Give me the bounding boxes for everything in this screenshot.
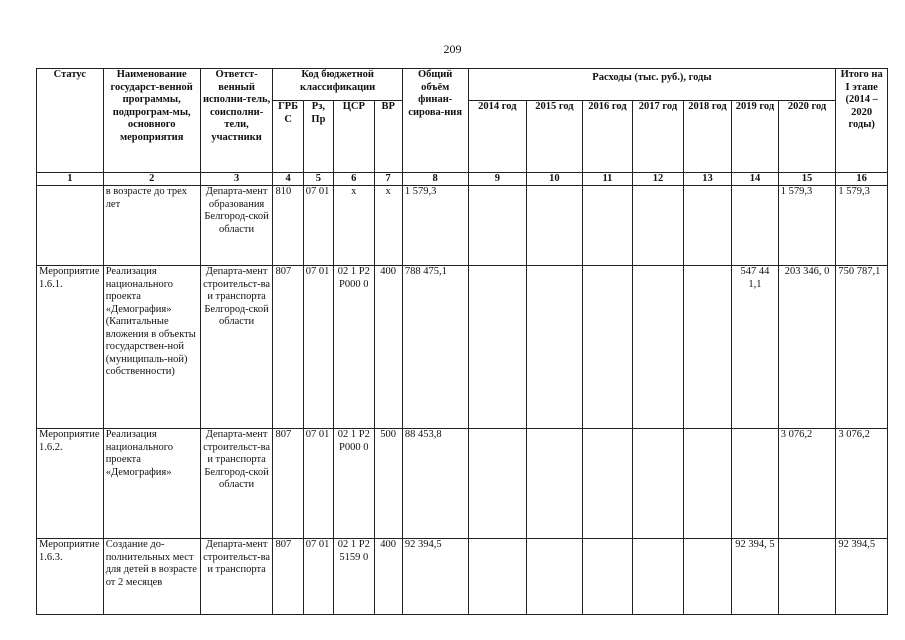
year-2016-cell — [582, 429, 633, 539]
program-cell: Реализация национального проекта «Демография» (Капитальные вложения в объекты государствен-ной (муниципаль-ной) собственности) — [103, 266, 200, 429]
header-status: Статус — [37, 69, 104, 173]
program-cell: в возрасте до трех лет — [103, 186, 200, 266]
header-program: Наименование государст-венной программы, подпрограм-мы, основного мероприятия — [103, 69, 200, 173]
header-grbs: ГРБ С — [273, 101, 303, 173]
grbs-cell: 807 — [273, 539, 303, 615]
status-cell: Мероприятие 1.6.3. — [37, 539, 104, 615]
year-2019-cell: 92 394, 5 — [732, 539, 778, 615]
header-year-2015: 2015 год — [527, 101, 583, 173]
year-2014-cell — [468, 429, 527, 539]
year-2018-cell — [683, 429, 732, 539]
grbs-cell: 807 — [273, 266, 303, 429]
year-2018-cell — [683, 186, 732, 266]
executor-cell: Департа-мент строительст-ва и транспорта Белгород-ской области — [200, 266, 273, 429]
year-2014-cell — [468, 186, 527, 266]
total-cell: 92 394,5 — [402, 539, 468, 615]
stage-total-cell: 3 076,2 — [836, 429, 888, 539]
column-number: 3 — [200, 173, 273, 186]
column-number: 15 — [778, 173, 836, 186]
rzpr-cell: 07 01 — [303, 429, 333, 539]
budget-table — [36, 68, 888, 615]
executor-cell: Департа-мент строительст-ва и транспорта — [200, 539, 273, 615]
header-rzpr: Рз, Пр — [303, 101, 333, 173]
year-2018-cell — [683, 266, 732, 429]
column-number: 4 — [273, 173, 303, 186]
year-2019-cell — [732, 186, 778, 266]
header-expenses: Расходы (тыс. руб.), годы — [468, 69, 836, 101]
program-cell: Реализация национального проекта «Демография» — [103, 429, 200, 539]
year-2018-cell — [683, 539, 732, 615]
header-vr: ВР — [374, 101, 402, 173]
vr-cell: 500 — [374, 429, 402, 539]
stage-total-cell: 750 787,1 — [836, 266, 888, 429]
year-2016-cell — [582, 186, 633, 266]
header-year-2018: 2018 год — [683, 101, 732, 173]
column-number: 13 — [683, 173, 732, 186]
page-number: 209 — [443, 42, 462, 56]
year-2015-cell — [527, 429, 583, 539]
executor-cell: Департа-мент строительст-ва и транспорта Белгород-ской области — [200, 429, 273, 539]
year-2014-cell — [468, 266, 527, 429]
year-2016-cell — [582, 539, 633, 615]
header-year-2020: 2020 год — [778, 101, 836, 173]
status-cell: Мероприятие 1.6.2. — [37, 429, 104, 539]
total-cell: 788 475,1 — [402, 266, 468, 429]
status-cell — [37, 186, 104, 266]
csr-cell: 02 1 P2 P000 0 — [334, 266, 374, 429]
year-2014-cell — [468, 539, 527, 615]
year-2015-cell — [527, 186, 583, 266]
column-number: 7 — [374, 173, 402, 186]
column-number: 5 — [303, 173, 333, 186]
csr-cell: 02 1 P2 5159 0 — [334, 539, 374, 615]
year-2017-cell — [633, 429, 684, 539]
year-2015-cell — [527, 266, 583, 429]
header-executor: Ответст-венный исполни-тель, соисполни-тели, участники — [200, 69, 273, 173]
year-2020-cell: 1 579,3 — [778, 186, 836, 266]
stage-total-cell: 92 394,5 — [836, 539, 888, 615]
year-2017-cell — [633, 186, 684, 266]
column-number: 14 — [732, 173, 778, 186]
year-2016-cell — [582, 266, 633, 429]
header-year-2014: 2014 год — [468, 101, 527, 173]
header-csr: ЦСР — [334, 101, 374, 173]
header-year-2019: 2019 год — [732, 101, 778, 173]
rzpr-cell: 07 01 — [303, 266, 333, 429]
grbs-cell: 807 — [273, 429, 303, 539]
csr-cell: х — [334, 186, 374, 266]
vr-cell: 400 — [374, 266, 402, 429]
table-row — [37, 266, 888, 429]
csr-cell: 02 1 P2 P000 0 — [334, 429, 374, 539]
column-number-row — [37, 173, 888, 186]
column-number: 6 — [334, 173, 374, 186]
column-number: 11 — [582, 173, 633, 186]
executor-cell: Департа-мент образования Белгород-ской области — [200, 186, 273, 266]
column-number: 12 — [633, 173, 684, 186]
total-cell: 88 453,8 — [402, 429, 468, 539]
year-2020-cell — [778, 539, 836, 615]
header-budget-code: Код бюджетной классификации — [273, 69, 402, 101]
year-2019-cell — [732, 429, 778, 539]
column-number: 8 — [402, 173, 468, 186]
stage-total-cell: 1 579,3 — [836, 186, 888, 266]
header-total-financing: Общий объём финан-сирова-ния — [402, 69, 468, 173]
table-row — [37, 539, 888, 615]
header-stage-total: Итого на I этапе (2014 – 2020 годы) — [836, 69, 888, 173]
vr-cell: х — [374, 186, 402, 266]
year-2020-cell: 3 076,2 — [778, 429, 836, 539]
table-row — [37, 186, 888, 266]
column-number: 9 — [468, 173, 527, 186]
year-2020-cell: 203 346, 0 — [778, 266, 836, 429]
column-number: 2 — [103, 173, 200, 186]
vr-cell: 400 — [374, 539, 402, 615]
rzpr-cell: 07 01 — [303, 186, 333, 266]
table-row — [37, 429, 888, 539]
column-number: 16 — [836, 173, 888, 186]
year-2019-cell: 547 44 1,1 — [732, 266, 778, 429]
rzpr-cell: 07 01 — [303, 539, 333, 615]
column-number: 1 — [37, 173, 104, 186]
header-year-2016: 2016 год — [582, 101, 633, 173]
year-2017-cell — [633, 539, 684, 615]
grbs-cell: 810 — [273, 186, 303, 266]
column-number: 10 — [527, 173, 583, 186]
year-2015-cell — [527, 539, 583, 615]
program-cell: Создание до-полнительных мест для детей в возрасте от 2 месяцев — [103, 539, 200, 615]
year-2017-cell — [633, 266, 684, 429]
total-cell: 1 579,3 — [402, 186, 468, 266]
header-year-2017: 2017 год — [633, 101, 684, 173]
status-cell: Мероприятие 1.6.1. — [37, 266, 104, 429]
